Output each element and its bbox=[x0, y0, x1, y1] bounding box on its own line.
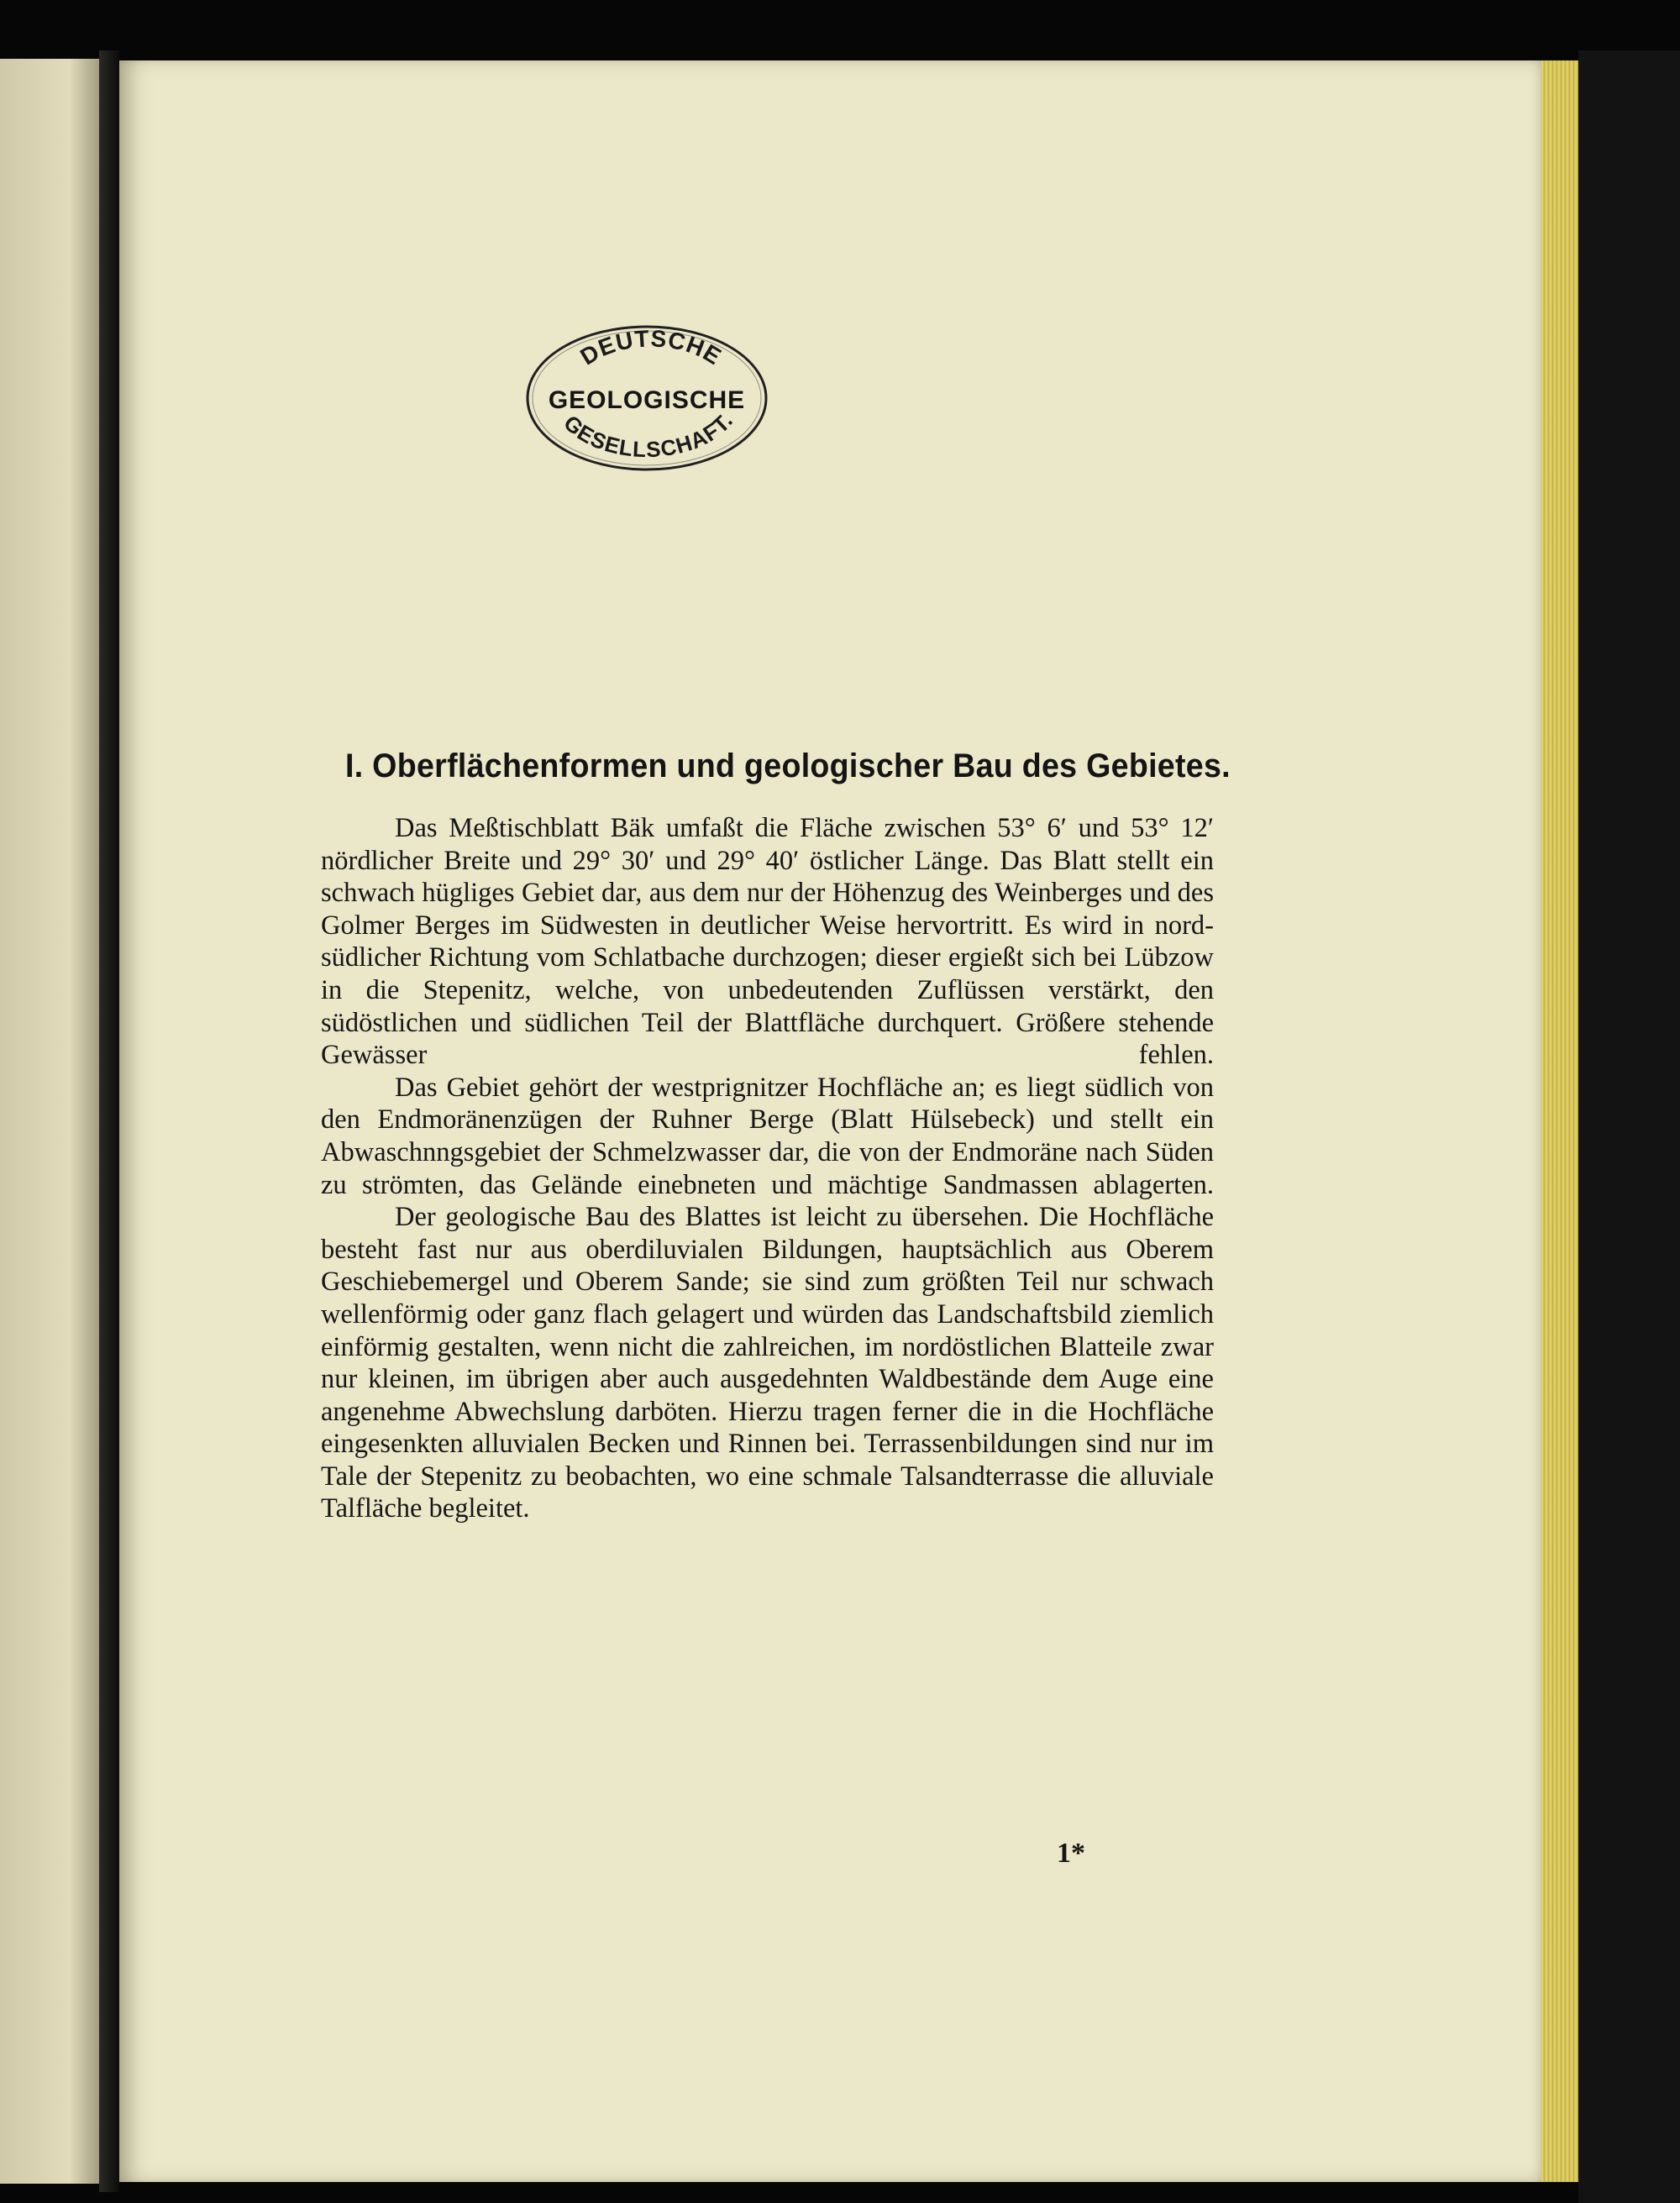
page-edges bbox=[1541, 60, 1578, 2182]
stamp-bottom-text: GESELLSCHAFT. bbox=[559, 408, 738, 463]
section-heading: I. Oberflächenformen und geologischer Bau des Gebietes. bbox=[345, 747, 1231, 784]
stamp-middle-text: GEOLOGISCHE bbox=[548, 386, 746, 414]
facing-page-edge bbox=[0, 59, 99, 2184]
paragraph: Das Gebiet gehört der westprignitzer Hochfläche an; es liegt südlich von den Endmoränenzügen der Ruhner Berge (Blatt Hülsebeck) und stellt ein Abwaschnngsgebiet der Schmelzwasser dar, die von der Endmoräne nach Süden zu strömten, das Gelände einebneten und mächtige Sandmassen ablagerten. bbox=[321, 1072, 1214, 1200]
page-number: 1* bbox=[1057, 1838, 1085, 1869]
society-stamp bbox=[521, 317, 774, 479]
book-gutter bbox=[99, 50, 119, 2192]
stamp-top-text: DEUTSCHE bbox=[575, 325, 727, 370]
body-text bbox=[321, 812, 1214, 1525]
paragraph: Der geologische Bau des Blattes ist leicht zu übersehen. Die Hochfläche besteht fast nur aus oberdiluvialen Bildungen, hauptsächlich aus Oberem Geschiebemergel und Oberem Sande; sie sind zum größten Teil nur schwach wellenförmig oder ganz flach gelagert und würden das Landschaftsbild ziemlich einförmig gestalten, wenn nicht die zahlreichen, im nordöstlichen Blatteile zwar nur kleinen, im übrigen aber auch ausgedehnten Waldbestände dem Auge eine angenehme Abwechslung darböten. Hierzu tragen ferner die in die Hochfläche eingesenkten alluvialen Becken und Rinnen bei. Terrassenbildungen sind nur im Tale der Stepenitz zu beobachten, wo eine schmale Talsandterrasse die alluviale Talfläche begleitet. bbox=[321, 1202, 1214, 1524]
book-cover bbox=[1578, 50, 1680, 2203]
paragraph: Das Meßtischblatt Bäk umfaßt die Fläche zwischen 53° 6′ und 53° 12′ nördlicher Breite und 29° 30′ und 29° 40′ östlicher Länge. Das Blatt stellt ein schwach hügliges Gebiet dar, aus dem nur der Höhenzug des Weinberges und des Golmer Berges im Südwesten in deutlicher Weise hervortritt. Es wird in nord-südlicher Richtung vom Schlatbache durchzogen; dieser ergießt sich bei Lübzow in die Stepenitz, welche, von unbedeutenden Zuflüssen verstärkt, den südöstlichen und südlichen Teil der Blattfläche durchquert. Größere stehende Gewässer fehlen. bbox=[321, 813, 1214, 1071]
